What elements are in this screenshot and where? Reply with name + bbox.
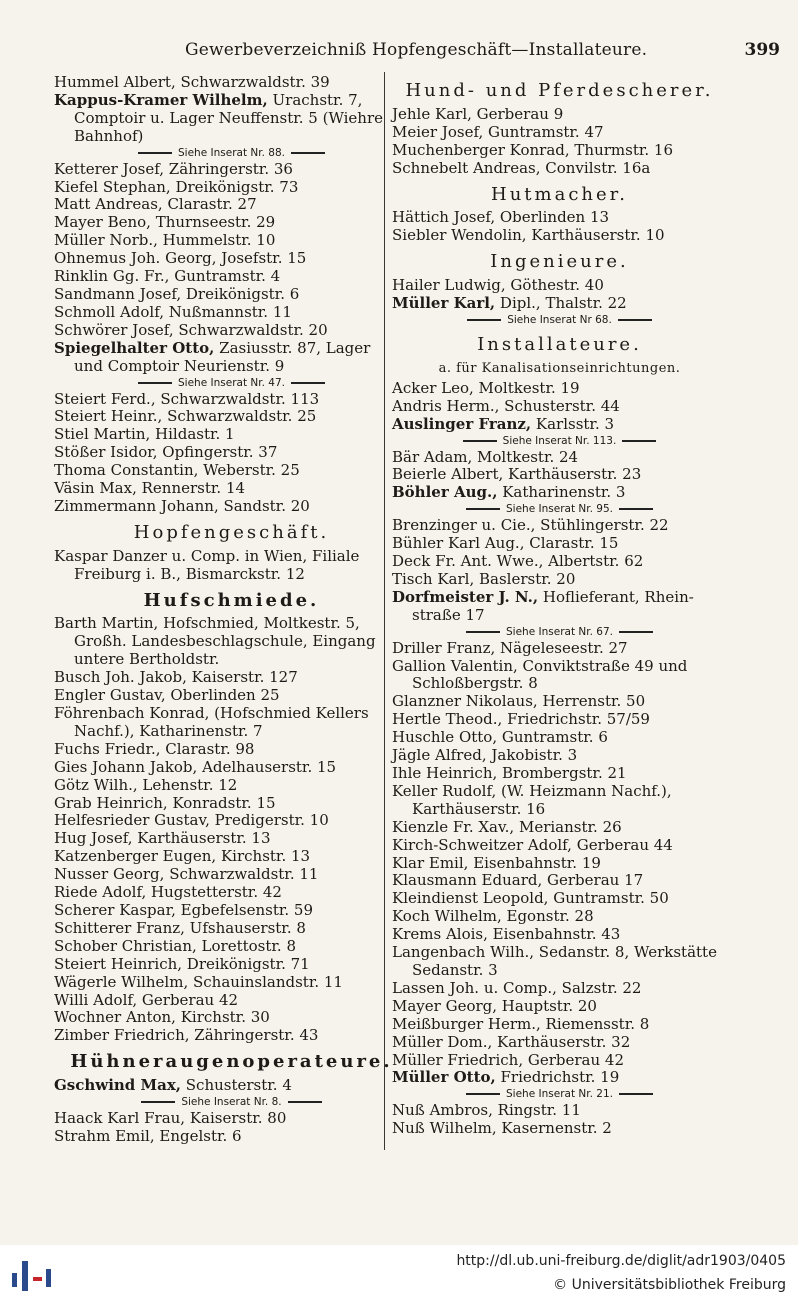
entry-text: Sandmann Josef, Dreikönigstr. 6 <box>54 284 300 303</box>
directory-entry <box>54 795 409 813</box>
entry-text: Schitterer Franz, Ufshauserstr. 8 <box>54 918 306 937</box>
directory-entry <box>392 908 727 926</box>
entry-continuation <box>54 723 409 741</box>
entry-text: Strahm Emil, Engelstr. 6 <box>54 1126 242 1145</box>
entry-text: Hummel Albert, Schwarzwaldstr. 39 <box>54 73 330 91</box>
entry-continuation <box>54 633 409 651</box>
entry-text: und Comptoir Neurienstr. 9 <box>74 356 285 375</box>
directory-entry <box>392 160 727 178</box>
directory-entry <box>392 535 727 553</box>
inserat-reference: Siehe Inserat Nr. 67. <box>392 625 727 640</box>
directory-entry <box>54 268 409 286</box>
entry-continuation <box>54 128 409 146</box>
directory-entry <box>392 517 727 535</box>
entry-text: Fuchs Friedr., Clarastr. 98 <box>54 739 255 758</box>
entry-text: Beierle Albert, Karthäuserstr. 23 <box>392 465 642 484</box>
entry-text: Siebler Wendolin, Karthäuserstr. 10 <box>392 226 665 245</box>
entry-text: Andris Herm., Schusterstr. 44 <box>392 396 620 415</box>
entry-text: Bär Adam, Moltkestr. 24 <box>392 447 579 466</box>
entry-text: Wägerle Wilhelm, Schauinslandstr. 11 <box>54 972 343 991</box>
directory-entry <box>54 1110 409 1128</box>
directory-entry <box>392 380 727 398</box>
directory-entry <box>54 741 409 759</box>
entry-text: Sedanstr. 3 <box>412 960 498 979</box>
inserat-reference: Siehe Inserat Nr. 113. <box>392 434 727 449</box>
entry-text: Nuß Ambros, Ringstr. 11 <box>392 1101 581 1120</box>
entry-text: Krems Alois, Eisenbahnstr. 43 <box>392 925 621 944</box>
entry-text: Thoma Constantin, Weberstr. 25 <box>54 461 300 480</box>
entry-name-bold: Müller Otto, <box>392 1068 496 1087</box>
entry-continuation <box>392 801 727 819</box>
directory-entry <box>392 398 727 416</box>
directory-entry <box>54 444 409 462</box>
entry-text: Bühler Karl Aug., Clarastr. 15 <box>392 534 619 553</box>
entry-continuation <box>54 651 409 669</box>
entry-text: Müller Norb., Hummelstr. 10 <box>54 231 276 250</box>
directory-entry <box>392 872 727 890</box>
entry-text: Stößer Isidor, Opfingerstr. 37 <box>54 443 278 462</box>
entry-text: Muchenberger Konrad, Thurmstr. 16 <box>392 140 674 159</box>
document-url[interactable]: http://dl.ub.uni-freiburg.de/diglit/adr1903/0405 <box>456 1253 786 1269</box>
directory-entry <box>392 124 727 142</box>
entry-text: Lassen Joh. u. Comp., Salzstr. 22 <box>392 978 642 997</box>
directory-entry <box>54 974 409 992</box>
inserat-reference: Siehe Inserat Nr. 8. <box>54 1095 409 1110</box>
directory-entry <box>392 658 727 676</box>
entry-text: Wochner Anton, Kirchstr. 30 <box>54 1008 270 1027</box>
directory-entry <box>54 902 409 920</box>
directory-entry <box>54 1027 409 1045</box>
directory-entry <box>54 408 409 426</box>
directory-entry <box>392 1016 727 1034</box>
viewer-footer <box>0 1245 798 1304</box>
entry-continuation <box>54 110 409 128</box>
directory-entry <box>54 956 409 974</box>
directory-entry <box>54 812 409 830</box>
entry-continuation <box>392 607 727 625</box>
directory-entry <box>54 615 409 633</box>
directory-entry <box>392 819 727 837</box>
directory-entry <box>392 765 727 783</box>
entry-name-bold: Auslinger Franz, <box>392 414 532 433</box>
directory-entry <box>392 1102 727 1120</box>
directory-entry <box>54 669 409 687</box>
entry-text: Nusser Georg, Schwarzwaldstr. 11 <box>54 865 319 884</box>
section-heading: Hund- und Pferdescherer. <box>405 80 714 101</box>
entry-text: Schober Christian, Lorettostr. 8 <box>54 936 297 955</box>
page-header <box>170 40 780 66</box>
entry-continuation <box>54 358 409 376</box>
entry-text: Keller Rudolf, (W. Heizmann Nachf.), <box>392 781 672 800</box>
entry-text: Grab Heinrich, Konradstr. 15 <box>54 793 276 812</box>
entry-text: Matt Andreas, Clarastr. 27 <box>54 195 257 214</box>
entry-text: Rinklin Gg. Fr., Guntramstr. 4 <box>54 267 281 286</box>
entry-text: Meier Josef, Guntramstr. 47 <box>392 122 604 141</box>
directory-entry <box>54 1009 409 1027</box>
entry-text: Mayer Georg, Hauptstr. 20 <box>392 996 597 1015</box>
entry-text: Steiert Ferd., Schwarzwaldstr. 113 <box>54 389 320 408</box>
section-subheading: a. für Kanalisationseinrichtungen. <box>438 360 681 376</box>
entry-name-bold: Gschwind Max, <box>54 1076 182 1095</box>
section-heading: Hühneraugenoperateure. <box>70 1051 393 1073</box>
entry-text: Glanzner Nikolaus, Herrenstr. 50 <box>392 692 646 711</box>
directory-entry <box>392 466 727 484</box>
directory-entry <box>54 548 409 566</box>
entry-name-bold: Kappus-Kramer Wilhelm, <box>54 90 268 109</box>
directory-entry <box>54 340 409 358</box>
directory-entry <box>54 179 409 197</box>
directory-entry <box>392 209 727 227</box>
directory-entry <box>54 92 409 110</box>
entry-text: Bahnhof) <box>74 126 144 145</box>
entry-text: Dipl., Thalstr. 22 <box>495 294 627 313</box>
entry-text: Nachf.), Katharinenstr. 7 <box>74 721 263 740</box>
entry-text: Mayer Beno, Thurnseestr. 29 <box>54 213 276 232</box>
entry-text: Hertle Theod., Friedrichstr. 57/59 <box>392 710 650 729</box>
directory-entry <box>392 1120 727 1138</box>
directory-entry <box>392 571 727 589</box>
directory-entry <box>54 391 409 409</box>
entry-text: Müller Friedrich, Gerberau 42 <box>392 1050 624 1069</box>
directory-entry <box>392 227 727 245</box>
entry-text: Koch Wilhelm, Egonstr. 28 <box>392 907 594 926</box>
entry-text: Schloßbergstr. 8 <box>412 674 538 693</box>
directory-entry <box>54 920 409 938</box>
entry-text: Scherer Kaspar, Egbefelsenstr. 59 <box>54 900 314 919</box>
entry-text: Riede Adolf, Hugstetterstr. 42 <box>54 883 282 902</box>
entry-text: straße 17 <box>412 605 485 624</box>
directory-entry <box>54 480 409 498</box>
directory-entry <box>54 286 409 304</box>
entry-text: Engler Gustav, Oberlinden 25 <box>54 686 280 705</box>
directory-entry <box>392 106 727 124</box>
directory-entry <box>54 196 409 214</box>
entry-text: Ketterer Josef, Zähringerstr. 36 <box>54 159 293 178</box>
directory-entry <box>392 449 727 467</box>
entry-text: Ohnemus Joh. Georg, Josefstr. 15 <box>54 249 307 268</box>
entry-text: Müller Dom., Karthäuserstr. 32 <box>392 1032 631 1051</box>
entry-text: Deck Fr. Ant. Wwe., Albertstr. 62 <box>392 552 644 571</box>
directory-entry <box>392 855 727 873</box>
entry-text: Zimber Friedrich, Zähringerstr. 43 <box>54 1026 319 1045</box>
entry-text: Friedrichstr. 19 <box>495 1068 620 1087</box>
directory-entry <box>54 498 409 516</box>
left-column <box>54 74 409 1146</box>
section-heading: Hufschmiede. <box>143 589 320 611</box>
directory-entry <box>392 890 727 908</box>
inserat-reference: Siehe Inserat Nr. 21. <box>392 1087 727 1102</box>
right-column <box>392 74 727 1138</box>
entry-text: Comptoir u. Lager Neuffenstr. 5 (Wiehre <box>74 108 383 127</box>
entry-text: Driller Franz, Nägeleseestr. 27 <box>392 638 628 657</box>
page-number: 399 <box>744 40 780 60</box>
directory-entry <box>392 926 727 944</box>
directory-entry <box>392 277 727 295</box>
directory-entry <box>54 777 409 795</box>
directory-entry <box>392 747 727 765</box>
directory-entry <box>392 837 727 855</box>
section-heading: Hutmacher. <box>491 183 628 205</box>
entry-text: Schmoll Adolf, Nußmannstr. 11 <box>54 302 292 321</box>
directory-entry <box>392 693 727 711</box>
directory-entry <box>54 161 409 179</box>
directory-entry <box>54 74 409 92</box>
directory-entry <box>54 214 409 232</box>
entry-name-bold: Müller Karl, <box>392 294 496 313</box>
directory-entry <box>392 416 727 434</box>
directory-entry <box>54 232 409 250</box>
directory-entry <box>54 322 409 340</box>
directory-entry <box>54 1077 409 1095</box>
entry-text: Katharinenstr. 3 <box>497 483 626 502</box>
directory-entry <box>54 759 409 777</box>
entry-text: Jägle Alfred, Jakobistr. 3 <box>392 746 578 765</box>
entry-text: Karthäuserstr. 16 <box>412 799 546 818</box>
entry-text: Zimmermann Johann, Sandstr. 20 <box>54 496 310 515</box>
entry-name-bold: Dorfmeister J. N., <box>392 587 539 606</box>
directory-entry <box>54 462 409 480</box>
entry-text: Föhrenbach Konrad, (Hofschmied Kellers <box>54 704 369 722</box>
inserat-reference: Siehe Inserat Nr. 88. <box>54 146 409 161</box>
directory-entry <box>392 1034 727 1052</box>
entry-text: Hoflieferant, Rhein- <box>538 587 694 606</box>
entry-text: Steiert Heinr., Schwarzwaldstr. 25 <box>54 407 317 426</box>
directory-entry <box>54 304 409 322</box>
running-title: Gewerbeverzeichniß Hopfengeschäft—Installateure. <box>185 40 648 60</box>
inserat-reference: Siehe Inserat Nr. 95. <box>392 502 727 517</box>
directory-entry <box>392 295 727 313</box>
directory-entry <box>54 687 409 705</box>
entry-name-bold: Spiegelhalter Otto, <box>54 338 215 357</box>
entry-text: Meißburger Herm., Riemensstr. 8 <box>392 1014 650 1033</box>
directory-entry <box>392 998 727 1016</box>
entry-text: Gallion Valentin, Conviktstraße 49 und <box>392 656 688 675</box>
entry-text: Nuß Wilhelm, Kasernenstr. 2 <box>392 1119 612 1138</box>
entry-name-bold: Böhler Aug., <box>392 483 498 502</box>
directory-entry <box>54 938 409 956</box>
directory-entry <box>392 783 727 801</box>
entry-text: Katzenberger Eugen, Kirchstr. 13 <box>54 847 311 866</box>
directory-entry <box>54 992 409 1010</box>
entry-text: Acker Leo, Moltkestr. 19 <box>392 378 580 397</box>
entry-text: untere Bertholdstr. <box>74 650 220 669</box>
entry-text: Schwörer Josef, Schwarzwaldstr. 20 <box>54 320 328 339</box>
entry-continuation <box>54 566 409 584</box>
directory-entry <box>392 1069 727 1087</box>
entry-text: Willi Adolf, Gerberau 42 <box>54 990 239 1009</box>
directory-entry <box>54 426 409 444</box>
entry-text: Stiel Martin, Hildastr. 1 <box>54 425 235 444</box>
directory-entry <box>392 729 727 747</box>
directory-entry <box>54 884 409 902</box>
entry-text: Freiburg i. B., Bismarckstr. 12 <box>74 564 305 583</box>
directory-entry <box>392 944 727 962</box>
entry-text: Großh. Landesbeschlagschule, Eingang <box>74 632 376 651</box>
entry-text: Klar Emil, Eisenbahnstr. 19 <box>392 853 601 872</box>
entry-text: Klausmann Eduard, Gerberau 17 <box>392 871 644 890</box>
copyright-notice: © Universitätsbibliothek Freiburg <box>553 1277 786 1293</box>
directory-entry <box>392 553 727 571</box>
inserat-reference: Siehe Inserat Nr 68. <box>392 313 727 328</box>
entry-text: Kirch-Schweitzer Adolf, Gerberau 44 <box>392 835 673 854</box>
directory-entry <box>392 484 727 502</box>
entry-text: Brenzinger u. Cie., Stühlingerstr. 22 <box>392 516 669 535</box>
entry-continuation <box>392 962 727 980</box>
entry-text: Steiert Heinrich, Dreikönigstr. 71 <box>54 954 310 973</box>
entry-text: Hailer Ludwig, Göthestr. 40 <box>392 276 604 295</box>
entry-text: Barth Martin, Hofschmied, Moltkestr. 5, <box>54 614 360 633</box>
directory-entry <box>392 980 727 998</box>
entry-text: Busch Joh. Jakob, Kaiserstr. 127 <box>54 668 298 687</box>
entry-text: Schnebelt Andreas, Convilstr. 16a <box>392 158 651 177</box>
entry-text: Schusterstr. 4 <box>181 1076 292 1095</box>
entry-text: Huschle Otto, Guntramstr. 6 <box>392 728 608 747</box>
ub-freiburg-logo-icon <box>10 1255 54 1295</box>
entry-text: Kienzle Fr. Xav., Merianstr. 26 <box>392 817 622 836</box>
directory-entry <box>54 1128 409 1146</box>
directory-entry <box>54 830 409 848</box>
entry-text: Kiefel Stephan, Dreikönigstr. 73 <box>54 177 299 196</box>
directory-entry <box>54 848 409 866</box>
entry-text: Jehle Karl, Gerberau 9 <box>392 104 564 123</box>
entry-text: Ihle Heinrich, Brombergstr. 21 <box>392 764 627 782</box>
entry-text: Kleindienst Leopold, Guntramstr. 50 <box>392 889 669 908</box>
section-heading: Installateure. <box>477 333 642 355</box>
directory-entry <box>392 142 727 160</box>
directory-entry <box>392 640 727 658</box>
directory-entry <box>392 589 727 607</box>
directory-entry <box>54 250 409 268</box>
entry-text: Hättich Josef, Oberlinden 13 <box>392 208 610 227</box>
entry-text: Gies Johann Jakob, Adelhauserstr. 15 <box>54 757 337 776</box>
entry-text: Kaspar Danzer u. Comp. in Wien, Filiale <box>54 546 360 565</box>
entry-text: Langenbach Wilh., Sedanstr. 8, Werkstätte <box>392 943 717 962</box>
entry-text: Helfesrieder Gustav, Predigerstr. 10 <box>54 811 329 830</box>
entry-text: Väsin Max, Rennerstr. 14 <box>54 479 246 498</box>
entry-text: Hug Josef, Karthäuserstr. 13 <box>54 829 271 848</box>
directory-entry <box>392 711 727 729</box>
directory-entry <box>54 866 409 884</box>
directory-entry <box>54 705 409 723</box>
entry-text: Zasiusstr. 87, Lager <box>214 338 371 357</box>
entry-text: Urachstr. 7, <box>267 90 363 109</box>
entry-text: Karlsstr. 3 <box>531 414 615 433</box>
entry-text: Tisch Karl, Baslerstr. 20 <box>392 569 576 588</box>
inserat-reference: Siehe Inserat Nr. 47. <box>54 376 409 391</box>
entry-text: Haack Karl Frau, Kaiserstr. 80 <box>54 1109 287 1128</box>
entry-text: Götz Wilh., Lehenstr. 12 <box>54 775 238 794</box>
entry-continuation <box>392 675 727 693</box>
section-heading: Ingenieure. <box>490 251 629 273</box>
section-heading: Hopfengeschäft. <box>133 521 330 543</box>
directory-entry <box>392 1052 727 1070</box>
